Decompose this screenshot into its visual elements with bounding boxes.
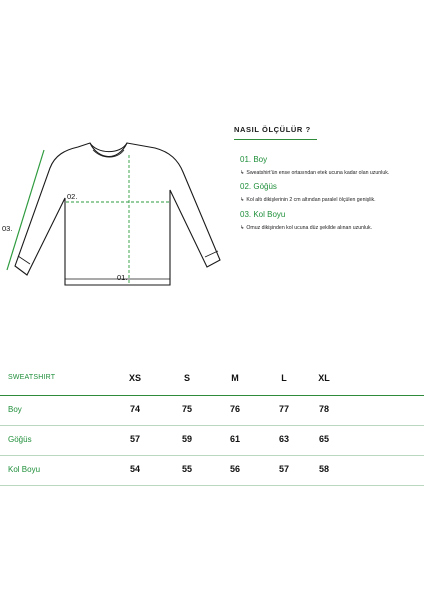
- kol-marker-label: 03.: [2, 224, 13, 233]
- instruction-heading-kol: 03. Kol Boyu: [240, 210, 286, 219]
- gogus-marker-label: 02.: [67, 192, 78, 201]
- table-cell: 63: [278, 434, 289, 444]
- table-row: [0, 455, 424, 486]
- table-cell: 57: [278, 464, 289, 474]
- instruction-heading-boy: 01. Boy: [240, 155, 268, 164]
- table-cell: 57: [129, 434, 140, 444]
- product-label: SWEATSHIRT: [8, 374, 56, 381]
- boy-marker-label: 01.: [117, 273, 128, 282]
- size-header-xs: XS: [128, 373, 141, 383]
- table-cell: 76: [229, 404, 240, 414]
- table-cell: 54: [129, 464, 140, 474]
- table-cell: 59: [181, 434, 192, 444]
- table-row: [0, 395, 424, 426]
- table-cell: 78: [318, 404, 329, 414]
- instruction-desc-kol: ↳ Omuz dikişinden kol ucuna düz şekilde alınan uzunluk.: [240, 225, 373, 231]
- instruction-heading-gogus: 02. Göğüs: [240, 182, 277, 191]
- arrow-icon: ↳: [240, 197, 245, 203]
- table-row: [0, 425, 424, 456]
- size-header-l: L: [281, 373, 287, 383]
- row-label-kol-boyu: Kol Boyu: [8, 465, 41, 474]
- right-cuff-rib: [205, 251, 218, 257]
- table-cell: 74: [129, 404, 140, 414]
- table-cell: 77: [278, 404, 289, 414]
- arrow-icon: ↳: [240, 170, 245, 176]
- table-cell: 58: [318, 464, 329, 474]
- sweatshirt-body: [15, 143, 220, 285]
- row-label-gogus: Göğüs: [8, 435, 32, 444]
- table-cell: 55: [181, 464, 192, 474]
- instruction-desc-boy: ↳ Sweatshirt'ün ense ortasından etek ucuna kadar olan uzunluk.: [240, 170, 390, 176]
- row-label-boy: Boy: [8, 405, 22, 414]
- size-header-xl: XL: [318, 373, 330, 383]
- left-cuff-rib: [18, 256, 30, 264]
- table-cell: 75: [181, 404, 192, 414]
- arrow-icon: ↳: [240, 225, 245, 231]
- size-header-s: S: [183, 373, 190, 383]
- instructions-title: NASIL ÖLÇÜLÜR ?: [234, 125, 311, 134]
- instruction-desc-gogus: ↳ Kol altı dikişlerinin 2 cm altından paralel ölçülen genişlik.: [240, 197, 376, 203]
- table-cell: 65: [318, 434, 329, 444]
- size-header-m: M: [231, 373, 239, 383]
- table-cell: 61: [229, 434, 240, 444]
- size-table-header: [0, 365, 424, 396]
- neck-rib: [90, 143, 127, 152]
- table-cell: 56: [229, 464, 240, 474]
